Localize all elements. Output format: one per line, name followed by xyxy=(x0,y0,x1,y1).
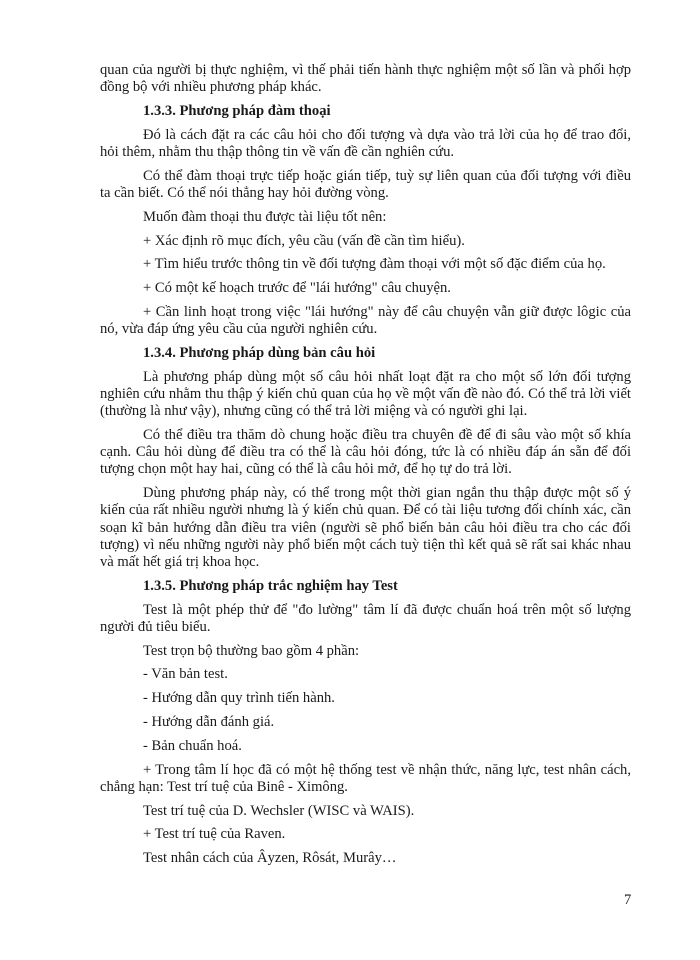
paragraph: Dùng phương pháp này, có thể trong một thời gian ngắn thu thập được một số ý kiến của rất nhiều người nhưng là ý kiến chủ quan. Để có tài liệu tương đối chính xác, cần soạn kĩ bản hướng dẫn điều tra viên (người sẽ phổ biến bản câu hỏi điều tra cho các đối tượng) vì nếu những người này phổ biến một cách tuỳ tiện thì kết quả sẽ rất sai khác nhau và mất hết giá trị khoa học. xyxy=(100,485,631,570)
paragraph-continuation: quan của người bị thực nghiệm, vì thế phải tiến hành thực nghiệm một số lần và phối hợp đồng bộ với nhiều phương pháp khác. xyxy=(100,62,631,96)
paragraph: Test là một phép thử để "đo lường" tâm lí đã được chuẩn hoá trên một số lượng người đủ tiêu biểu. xyxy=(100,601,631,635)
list-item: - Văn bản test. xyxy=(143,666,228,683)
list-item: - Hướng dẫn quy trình tiến hành. xyxy=(143,690,335,707)
list-item: + Tìm hiểu trước thông tin về đối tượng đàm thoại với một số đặc điểm của họ. xyxy=(143,256,606,273)
paragraph: Có thể đàm thoại trực tiếp hoặc gián tiếp, tuỳ sự liên quan của đối tượng với điều ta cần biết. Có thể nói thẳng hay hỏi đường vòng. xyxy=(100,167,631,201)
paragraph: + Test trí tuệ của Raven. xyxy=(143,826,286,843)
list-item: + Xác định rõ mục đích, yêu cầu (vấn đề cần tìm hiểu). xyxy=(143,232,465,249)
list-item: - Bản chuẩn hoá. xyxy=(143,737,242,754)
paragraph: Test trọn bộ thường bao gồm 4 phần: xyxy=(143,642,360,659)
page-number: 7 xyxy=(624,892,632,908)
list-item: + Cần linh hoạt trong việc "lái hướng" này để câu chuyện vẫn giữ được lôgic của nó, vừa đáp ứng yêu cầu của người nghiên cứu. xyxy=(100,303,631,338)
list-item: + Có một kế hoạch trước để "lái hướng" câu chuyện. xyxy=(143,280,451,297)
paragraph: Có thể điều tra thăm dò chung hoặc điều tra chuyên đề để đi sâu vào một số khía cạnh. Câu hỏi dùng để điều tra có thể là câu hỏi đóng, tức là có nhiều đáp án sẵn để đối tượng chọn một hay hai, cũng có thể là câu hỏi mở, để họ tự do trả lời. xyxy=(100,426,631,478)
paragraph: Là phương pháp dùng một số câu hỏi nhất loạt đặt ra cho một số lớn đối tượng nghiên cứu nhằm thu thập ý kiến chủ quan của họ về một vấn đề nào đó. Có thể trả lời viết (thường là như vậy), nhưng cũng có thể trả lời miệng và có người ghi lại. xyxy=(100,368,631,420)
paragraph: Test nhân cách của Âyzen, Rôsát, Murây… xyxy=(143,850,397,867)
paragraph: Test trí tuệ của D. Wechsler (WISC và WAIS). xyxy=(143,802,415,819)
paragraph: Muốn đàm thoại thu được tài liệu tốt nên: xyxy=(143,208,387,225)
heading-1-3-4: 1.3.4. Phương pháp dùng bản câu hỏi xyxy=(143,344,376,361)
paragraph: Đó là cách đặt ra các câu hỏi cho đối tượng và dựa vào trả lời của họ để trao đổi, hỏi thêm, nhằm thu thập thông tin về vấn đề cần nghiên cứu. xyxy=(100,126,631,160)
document-page xyxy=(100,62,631,874)
heading-1-3-3: 1.3.3. Phương pháp đàm thoại xyxy=(143,103,331,119)
paragraph: + Trong tâm lí học đã có một hệ thống test về nhận thức, năng lực, test nhân cách, chẳng hạn: Test trí tuệ của Binê - Ximông. xyxy=(100,761,631,795)
heading-1-3-5: 1.3.5. Phương pháp trắc nghiệm hay Test xyxy=(143,577,398,594)
list-item: - Hướng dẫn đánh giá. xyxy=(143,713,275,730)
